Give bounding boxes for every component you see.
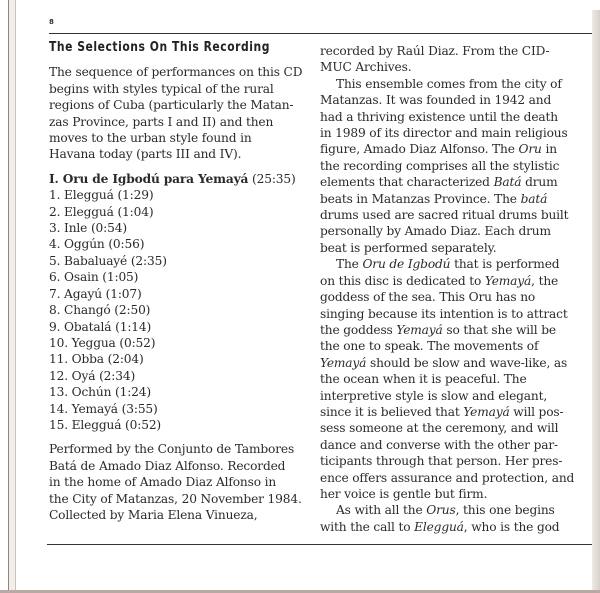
credits-line: in the home of Amado Diaz Alfonso in <box>49 475 277 490</box>
text-line: Matanzas. It was founded in 1942 and <box>320 93 552 108</box>
oru-paragraph <box>320 256 590 502</box>
part-heading <box>49 171 299 187</box>
part-title: I. Oru de Igbodú para Yemayá <box>49 171 249 186</box>
text-run: will pos- <box>509 404 564 419</box>
track-item: 10. Yeggua (0:52) <box>49 335 156 350</box>
text-line <box>320 519 590 535</box>
intro-paragraph <box>49 64 303 162</box>
credits-line: Batá de Amado Diaz Alfonso. Recorded <box>49 458 286 473</box>
track-item: 8. Changó (2:50) <box>49 303 151 318</box>
text-run: with the call to <box>320 519 415 534</box>
text-run: , this one begins <box>455 503 555 518</box>
section-heading: The Selections On This Recording <box>49 40 270 55</box>
text-line: recorded by Raúl Diaz. From the CID- <box>320 44 550 58</box>
track-item: 15. Elegguá (0:52) <box>49 417 162 432</box>
italic-term: Yemayá <box>396 322 443 337</box>
track-item: 11. Obba (2:04) <box>49 352 144 367</box>
intro-line: regions of Cuba (particularly the Matan- <box>49 98 294 113</box>
text-line: ticipants through that person. Her pres- <box>320 454 563 469</box>
page-right-edge <box>592 10 600 593</box>
part-duration: (25:35) <box>252 171 296 186</box>
text-line: singing because its intention is to attract <box>320 306 568 321</box>
text-line: had a thriving existence until the death <box>320 109 558 124</box>
track-item: 1. Elegguá (1:29) <box>49 188 154 203</box>
text-run: , the <box>531 273 559 288</box>
track-item: 13. Ochún (1:24) <box>49 385 151 400</box>
text-line <box>320 322 590 338</box>
text-line: drums used are sacred ritual drums built <box>320 208 569 223</box>
text-line <box>320 256 590 272</box>
credits-line: Performed by the Conjunto de Tambores <box>49 442 295 457</box>
text-run: figure, Amado Diaz Alfonso. The <box>320 142 519 157</box>
intro-line: moves to the urban style found in <box>49 131 252 146</box>
text-line: interpretive style is slow and elegant, <box>320 388 548 403</box>
credits-continued-paragraph <box>320 43 590 76</box>
elegua-paragraph <box>320 502 590 535</box>
bottom-rule <box>47 544 592 545</box>
text-run: beats in Matanzas Province. The <box>320 191 521 206</box>
track-item: 2. Elegguá (1:04) <box>49 204 154 219</box>
page-binding-edge <box>8 0 16 593</box>
text-line: her voice is gentle but firm. <box>320 486 488 501</box>
text-line: the one to speak. The movements of <box>320 339 539 354</box>
track-item: 9. Obatalá (1:14) <box>49 319 152 334</box>
intro-line: begins with styles typical of the rural <box>49 81 274 96</box>
track-item: 3. Inle (0:54) <box>49 221 127 236</box>
text-run: the goddess <box>320 322 397 337</box>
left-column <box>49 40 303 531</box>
intro-line: The sequence of performances on this CD <box>49 65 303 80</box>
track-item: 6. Osain (1:05) <box>49 270 139 285</box>
text-line <box>320 355 590 371</box>
credits-line: the City of Matanzas, 20 November 1984. <box>49 491 302 506</box>
text-line <box>320 191 590 207</box>
text-run: in <box>541 142 557 157</box>
top-rule <box>49 33 592 34</box>
text-run: The <box>336 257 363 272</box>
italic-term: Orus <box>426 503 456 518</box>
text-run: should be slow and wave-like, as <box>366 355 568 370</box>
italic-term: Elegguá <box>414 519 464 534</box>
italic-term: Oru <box>518 142 542 157</box>
text-line: beat is performed separately. <box>320 240 497 255</box>
text-line: personally by Amado Diaz. Each drum <box>320 224 551 239</box>
text-line: ence offers assurance and protection, and <box>320 470 575 485</box>
track-item: 4. Oggún (0:56) <box>49 237 145 252</box>
track-item: 5. Babaluayé (2:35) <box>49 253 167 268</box>
text-line: the recording comprises all the stylistic <box>320 158 560 173</box>
text-line <box>320 273 590 289</box>
text-line: dance and converse with the other par- <box>320 437 558 452</box>
text-run: elements that characterized <box>320 175 494 190</box>
track-list <box>49 187 299 433</box>
italic-term: Yemayá <box>463 404 510 419</box>
credits-paragraph <box>49 441 302 523</box>
intro-line: Havana today (parts III and IV). <box>49 147 242 162</box>
text-run: drum <box>521 175 558 190</box>
text-run: on this disc is dedicated to <box>320 273 485 288</box>
text-run: so that she will be <box>442 322 556 337</box>
track-item: 12. Oyá (2:34) <box>49 368 136 383</box>
ensemble-paragraph <box>320 76 590 256</box>
text-run: , who is the god <box>463 519 560 534</box>
italic-term: batá <box>520 191 548 206</box>
text-run: since it is believed that <box>320 404 464 419</box>
text-line <box>320 174 590 190</box>
text-line: the ocean when it is peaceful. The <box>320 372 527 387</box>
text-line: MUC Archives. <box>320 60 412 75</box>
italic-term: Yemayá <box>484 273 532 288</box>
right-column <box>320 43 590 535</box>
text-line <box>320 141 590 157</box>
italic-term: Yemayá <box>320 355 367 370</box>
text-line: This ensemble comes from the city of <box>336 76 562 91</box>
italic-term: Oru de Igbodú <box>362 257 451 272</box>
credits-line: Collected by Maria Elena Vinueza, <box>49 507 258 522</box>
italic-term: Batá <box>493 175 522 190</box>
text-line: sess someone at the ceremony, and will <box>320 421 559 436</box>
page-number: 8 <box>49 18 54 26</box>
track-item: 7. Agayú (1:07) <box>49 286 142 301</box>
text-run: As with all the <box>336 503 427 518</box>
text-line <box>320 502 590 518</box>
track-item: 14. Yemayá (3:55) <box>49 401 158 416</box>
text-run: that is performed <box>450 257 560 272</box>
intro-line: zas Province, parts I and II) and then <box>49 114 274 129</box>
text-line: in 1989 of its director and main religious <box>320 126 568 141</box>
text-line <box>320 404 590 420</box>
text-line: goddess of the sea. This Oru has no <box>320 290 536 305</box>
